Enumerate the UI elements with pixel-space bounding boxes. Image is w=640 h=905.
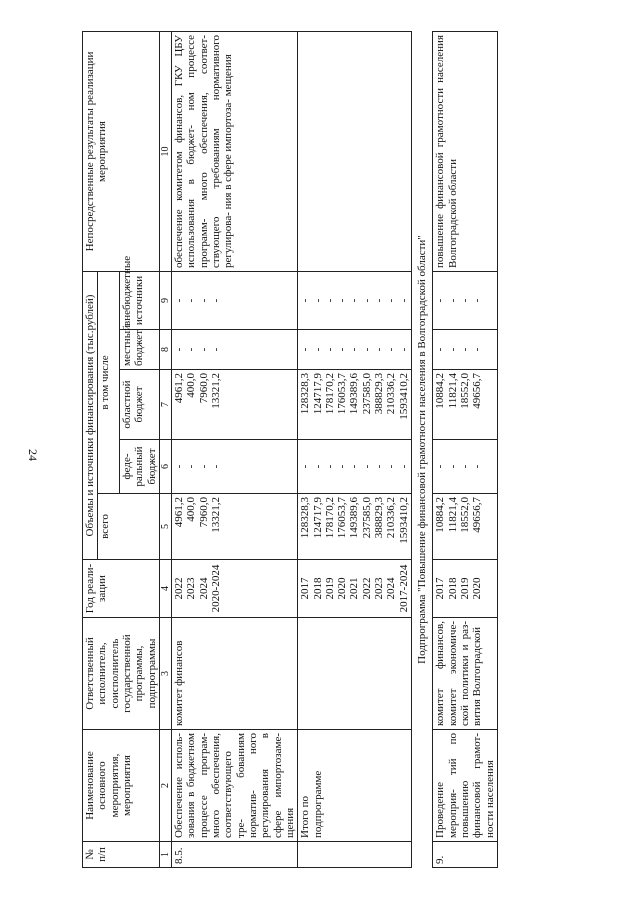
- value-cell: -: [185, 298, 198, 303]
- value-cell: -: [210, 347, 222, 352]
- value-cell: 11821,4: [446, 497, 459, 533]
- value-cell: -: [434, 347, 447, 352]
- value-cell: -: [185, 464, 198, 469]
- header-executor: Ответственный исполнитель, соисполнитель государственной программы, подпрограммы: [83, 618, 160, 730]
- value-cell: -: [348, 464, 361, 469]
- total-extrabudget: [298, 271, 412, 329]
- header-including: в том числе: [98, 271, 120, 493]
- value-cell: -: [471, 464, 484, 469]
- value-cell: -: [458, 298, 471, 303]
- row-num: 9.: [433, 842, 498, 868]
- row-total: [433, 494, 498, 560]
- value-cell: -: [299, 347, 312, 352]
- total-total: [298, 494, 412, 560]
- row-num: 8.5.: [172, 842, 298, 868]
- header-total: всего: [98, 494, 160, 560]
- year-cell: 2017: [434, 577, 447, 600]
- table-row-9: [433, 31, 498, 867]
- value-cell: 128328,3: [299, 373, 312, 415]
- value-cell: -: [360, 298, 373, 303]
- header-federal: феде- ральный бюджет: [119, 440, 159, 494]
- value-cell: -: [210, 464, 222, 469]
- value-cell: -: [397, 298, 410, 303]
- value-cell: -: [373, 347, 386, 352]
- column-number: 1: [159, 842, 171, 868]
- value-cell: 10884,2: [434, 497, 447, 533]
- header-name: Наименование основного мероприятия, мероприятия: [83, 730, 160, 842]
- column-number: 2: [159, 730, 171, 842]
- value-cell: 237585,0: [360, 497, 373, 539]
- value-cell: 18552,0: [458, 373, 471, 409]
- value-cell: -: [458, 464, 471, 469]
- value-cell: -: [446, 464, 459, 469]
- column-number-row: [159, 31, 171, 867]
- row-name: Проведение мероприя- тий по повышению финансовой грамот- ности населения: [433, 730, 498, 842]
- value-cell: 10884,2: [434, 373, 447, 409]
- value-cell: 400,0: [185, 373, 198, 398]
- total-local: [298, 330, 412, 370]
- value-cell: -: [360, 464, 373, 469]
- header-num: № п/п: [83, 842, 160, 868]
- row-regional: [172, 370, 298, 440]
- year-cell: 2019: [323, 577, 336, 600]
- table-row-8-5: [172, 31, 298, 867]
- value-cell: -: [311, 347, 324, 352]
- value-cell: 210336,2: [385, 373, 398, 415]
- value-cell: -: [471, 347, 484, 352]
- column-number: 5: [159, 494, 171, 560]
- value-cell: -: [299, 298, 312, 303]
- value-cell: 237585,0: [360, 373, 373, 415]
- value-cell: -: [434, 298, 447, 303]
- header-regional: областной бюджет: [119, 370, 159, 440]
- column-number: 7: [159, 370, 171, 440]
- value-cell: 18552,0: [458, 497, 471, 533]
- year-cell: 2017-2024: [397, 564, 410, 613]
- value-cell: 176053,7: [336, 373, 349, 415]
- row-extrabudget: [433, 271, 498, 329]
- row-result: обеспечение комитетом финансов, ГКУ ЦБУ использования в бюджет- ном процессе программ- много обеспечения, соответ- ствующего требованиям нормативного регулирова- ния в сфере импортоза- мещения: [172, 31, 298, 271]
- row-executor: комитет финансов: [172, 618, 298, 730]
- column-number: 4: [159, 560, 171, 618]
- value-cell: 400,0: [185, 497, 198, 522]
- value-cell: 388829,3: [373, 373, 386, 415]
- row-federal: [172, 440, 298, 494]
- year-cell: 2020: [471, 577, 484, 600]
- row-regional: [433, 370, 498, 440]
- column-number: 8: [159, 330, 171, 370]
- header-local: местный бюджет: [119, 330, 159, 370]
- year-cell: 2023: [185, 577, 198, 600]
- year-cell: 2022: [173, 577, 186, 600]
- subprogram-title-row: [412, 31, 433, 867]
- value-cell: 4961,2: [173, 497, 186, 528]
- value-cell: 13321,2: [210, 373, 222, 409]
- value-cell: -: [311, 298, 324, 303]
- year-cell: 2020: [336, 577, 349, 600]
- value-cell: -: [360, 347, 373, 352]
- value-cell: -: [458, 347, 471, 352]
- value-cell: 178170,2: [323, 497, 336, 539]
- value-cell: -: [299, 464, 312, 469]
- value-cell: 176053,7: [336, 497, 349, 539]
- value-cell: 7960,0: [197, 373, 210, 404]
- budget-table-sheet: [82, 32, 617, 868]
- value-cell: -: [197, 464, 210, 469]
- value-cell: 7960,0: [197, 497, 210, 528]
- value-cell: 124717,9: [311, 373, 324, 415]
- value-cell: 128328,3: [299, 497, 312, 539]
- value-cell: -: [348, 298, 361, 303]
- header-results: Непосредственные результаты реализации мероприятия: [83, 31, 160, 271]
- row-federal: [433, 440, 498, 494]
- value-cell: 4961,2: [173, 373, 186, 404]
- year-cell: 2023: [373, 577, 386, 600]
- header-funding-group: Объемы и источники финансирования (тыс.рублей): [83, 271, 98, 559]
- value-cell: -: [385, 464, 398, 469]
- value-cell: -: [311, 464, 324, 469]
- row-local: [433, 330, 498, 370]
- row-years: [433, 560, 498, 618]
- value-cell: -: [434, 464, 447, 469]
- value-cell: -: [173, 464, 186, 469]
- value-cell: -: [185, 347, 198, 352]
- table-row-subprogram-total: [298, 31, 412, 867]
- value-cell: 49656,7: [471, 497, 484, 533]
- value-cell: 13321,2: [210, 497, 222, 533]
- value-cell: -: [397, 347, 410, 352]
- value-cell: -: [210, 298, 222, 303]
- value-cell: 1593410,2: [397, 373, 410, 420]
- value-cell: 49656,7: [471, 373, 484, 409]
- value-cell: -: [397, 464, 410, 469]
- value-cell: -: [173, 347, 186, 352]
- year-cell: 2020-2024: [210, 564, 222, 613]
- year-cell: 2017: [299, 577, 312, 600]
- value-cell: -: [323, 464, 336, 469]
- value-cell: -: [336, 464, 349, 469]
- header-extrabudget: внебюджетные источники: [119, 271, 159, 329]
- row-years: [172, 560, 298, 618]
- subprogram-title: Подпрограмма "Повышение финансовой грамотности населения в Волгоградской области": [412, 31, 433, 867]
- year-cell: 2018: [446, 577, 459, 600]
- value-cell: -: [385, 347, 398, 352]
- value-cell: -: [336, 298, 349, 303]
- value-cell: -: [385, 298, 398, 303]
- year-cell: 2022: [360, 577, 373, 600]
- column-number: 10: [159, 31, 171, 271]
- value-cell: 124717,9: [311, 497, 324, 539]
- year-cell: 2019: [458, 577, 471, 600]
- page-number: 24: [26, 449, 40, 461]
- row-local: [172, 330, 298, 370]
- total-label: Итого по подпрограмме: [298, 730, 412, 842]
- value-cell: 178170,2: [323, 373, 336, 415]
- column-number: 3: [159, 618, 171, 730]
- value-cell: -: [336, 347, 349, 352]
- total-regional: [298, 370, 412, 440]
- value-cell: 210336,2: [385, 497, 398, 539]
- value-cell: 388829,3: [373, 497, 386, 539]
- value-cell: 149389,6: [348, 373, 361, 415]
- year-cell: 2024: [197, 577, 210, 600]
- row-total: [172, 494, 298, 560]
- total-years: [298, 560, 412, 618]
- value-cell: 1593410,2: [397, 497, 410, 544]
- row-executor: комитет финансов, комитет экономиче- ской политики и раз- вития Волгоградской: [433, 618, 498, 730]
- value-cell: -: [197, 347, 210, 352]
- header-year: Год реали- зации: [83, 560, 160, 618]
- total-federal: [298, 440, 412, 494]
- value-cell: -: [373, 298, 386, 303]
- row-result: повышение финансовой грамотности населения Волгоградской области: [433, 31, 498, 271]
- column-number: 9: [159, 271, 171, 329]
- year-cell: 2024: [385, 577, 398, 600]
- value-cell: 11821,4: [446, 373, 459, 409]
- value-cell: -: [348, 347, 361, 352]
- value-cell: -: [323, 347, 336, 352]
- column-number: 6: [159, 440, 171, 494]
- value-cell: -: [323, 298, 336, 303]
- row-extrabudget: [172, 271, 298, 329]
- value-cell: -: [197, 298, 210, 303]
- value-cell: -: [373, 464, 386, 469]
- value-cell: 149389,6: [348, 497, 361, 539]
- value-cell: -: [446, 298, 459, 303]
- value-cell: -: [173, 298, 186, 303]
- row-name: Обеспечение исполь- зования в бюджетном процессе програм- много обеспечения, соответствующего тре- бованиям норматив- ного регулирования в сфере импортозаме- щения: [172, 730, 298, 842]
- year-cell: 2021: [348, 577, 361, 600]
- year-cell: 2018: [311, 577, 324, 600]
- budget-table: [82, 31, 498, 868]
- value-cell: -: [446, 347, 459, 352]
- value-cell: -: [471, 298, 484, 303]
